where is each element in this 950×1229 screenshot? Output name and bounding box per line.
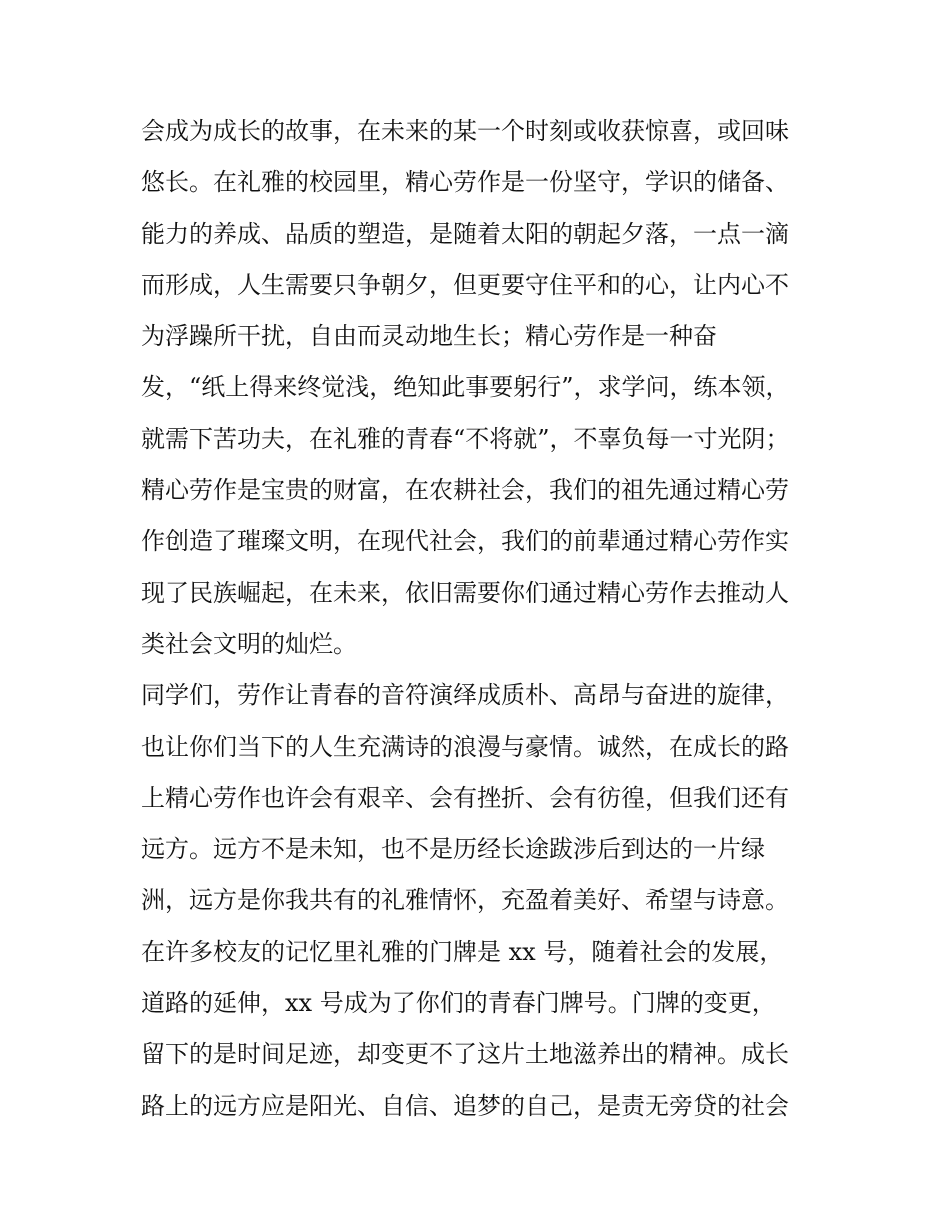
text-line: 路上的远方应是阳光、自信、追梦的自己，是责无旁贷的社会 [141, 1091, 789, 1120]
text-line: 为浮躁所干扰，自由而灵动地生长；精心劳作是一种奋 [141, 322, 717, 351]
text-line: 留下的是时间足迹，却变更不了这片土地滋养出的精神。成长 [141, 1040, 789, 1069]
text-line: 上精心劳作也许会有艰辛、会有挫折、会有彷徨，但我们还有 [141, 783, 789, 812]
text-line: 而形成，人生需要只争朝夕，但更要守住平和的心，让内心不 [141, 270, 789, 299]
text-line: 作创造了璀璨文明，在现代社会，我们的前辈通过精心劳作实 [141, 527, 789, 556]
text-line: 也让你们当下的人生充满诗的浪漫与豪情。诚然，在成长的路 [141, 732, 789, 761]
text-line: 精心劳作是宝贵的财富，在农耕社会，我们的祖先通过精心劳 [141, 476, 789, 505]
text-line: 在许多校友的记忆里礼雅的门牌是 xx 号，随着社会的发展， [141, 937, 784, 966]
text-line: 现了民族崛起，在未来，依旧需要你们通过精心劳作去推动人 [141, 578, 789, 607]
text-line: 能力的养成、品质的塑造，是随着太阳的朝起夕落，一点一滴 [141, 219, 789, 248]
text-line: 会成为成长的故事，在未来的某一个时刻或收获惊喜，或回味 [141, 117, 789, 145]
text-line: 同学们，劳作让青春的音符演绎成质朴、高昂与奋进的旋律， [141, 681, 789, 710]
text-line: 道路的延伸，xx 号成为了你们的青春门牌号。门牌的变更， [141, 989, 776, 1018]
text-line: 发，“纸上得来终觉浅，绝知此事要躬行”，求学问，练本领， [141, 373, 790, 402]
text-line: 类社会文明的灿烂。 [141, 629, 357, 658]
text-line: 洲，远方是你我共有的礼雅情怀，充盈着美好、希望与诗意。 [141, 886, 789, 915]
text-line: 悠长。在礼雅的校园里，精心劳作是一份坚守，学识的储备、 [141, 168, 789, 197]
body-text [141, 106, 821, 1132]
text-line: 远方。远方不是未知，也不是历经长途跋涉后到达的一片绿 [141, 835, 765, 864]
text-line: 就需下苦功夫，在礼雅的青春“不将就”，不辜负每一寸光阴； [141, 424, 790, 453]
